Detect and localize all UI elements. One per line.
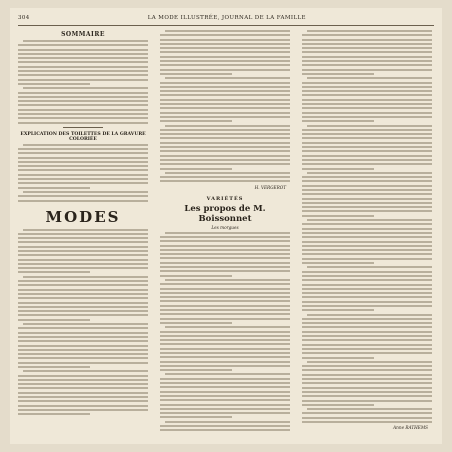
text-line (160, 120, 232, 122)
column-text-right (302, 30, 432, 423)
text-line (160, 86, 290, 88)
text-line (18, 271, 90, 273)
text-line (18, 109, 148, 111)
text-line (160, 305, 290, 307)
text-line (18, 49, 148, 51)
text-line (302, 202, 432, 204)
text-line (302, 275, 432, 277)
text-line (18, 289, 148, 291)
text-line (165, 232, 290, 234)
text-line (302, 241, 432, 243)
text-line (302, 404, 374, 406)
text-line (160, 60, 290, 62)
text-line (18, 100, 148, 102)
text-line (302, 60, 432, 62)
essay-title: Les propos de M. Boissonnet (184, 203, 266, 224)
text-line (302, 417, 432, 419)
text-line (160, 180, 290, 182)
text-line (160, 318, 290, 320)
text-line (18, 57, 148, 59)
text-line (165, 279, 290, 281)
text-line (18, 117, 148, 119)
text-line (18, 66, 148, 68)
column-middle (160, 30, 290, 432)
text-line (302, 374, 432, 376)
text-line (160, 369, 232, 371)
text-line (302, 47, 432, 49)
text-line (307, 219, 432, 221)
text-line (18, 61, 148, 63)
text-line (18, 293, 148, 295)
text-line (18, 157, 148, 159)
text-line (302, 69, 432, 71)
text-line (160, 116, 290, 118)
text-line (18, 396, 148, 398)
text-line (18, 169, 148, 171)
text-line (302, 253, 432, 255)
text-line (307, 125, 432, 127)
text-line (18, 83, 90, 85)
text-line (18, 200, 148, 202)
text-line (302, 369, 432, 371)
text-line (302, 228, 432, 230)
text-line (160, 292, 290, 294)
text-line (18, 297, 148, 299)
text-line (302, 51, 432, 53)
text-line (307, 30, 432, 32)
text-line (160, 283, 290, 285)
text-line (302, 301, 432, 303)
text-line (302, 82, 432, 84)
text-line (160, 47, 290, 49)
column-left (18, 30, 148, 432)
text-line (160, 236, 290, 238)
text-line (160, 69, 290, 71)
text-line (307, 266, 432, 268)
text-line (18, 113, 148, 115)
text-line (160, 343, 290, 345)
text-line (302, 215, 374, 217)
text-line (160, 159, 290, 161)
text-line (18, 280, 148, 282)
modes-title: MODES (45, 207, 121, 226)
text-line (302, 284, 432, 286)
text-line (18, 405, 148, 407)
text-line (160, 266, 290, 268)
text-line (23, 40, 148, 42)
text-line (18, 387, 148, 389)
divider (63, 127, 103, 128)
text-line (302, 245, 432, 247)
text-line (160, 133, 290, 135)
text-line (18, 104, 148, 106)
text-line (302, 288, 432, 290)
text-line (160, 257, 290, 259)
text-line (160, 399, 290, 401)
text-line (302, 387, 432, 389)
text-line (160, 378, 290, 380)
text-line (18, 152, 148, 154)
text-line (18, 340, 148, 342)
text-line (302, 64, 432, 66)
text-line (302, 348, 432, 350)
text-line (160, 300, 290, 302)
text-line (160, 322, 232, 324)
text-line (160, 107, 290, 109)
text-line (302, 99, 432, 101)
text-line (302, 73, 374, 75)
text-line (160, 339, 290, 341)
text-line (18, 92, 148, 94)
text-line (18, 409, 148, 411)
text-line (302, 189, 432, 191)
text-line (18, 70, 148, 72)
text-line (302, 137, 432, 139)
text-line (18, 302, 148, 304)
text-line (160, 288, 290, 290)
text-line (18, 53, 148, 55)
text-line (18, 250, 148, 252)
text-line (302, 249, 432, 251)
text-line (160, 253, 290, 255)
text-line (18, 413, 90, 415)
toilettes-text (18, 144, 148, 202)
text-line (165, 172, 290, 174)
text-line (302, 155, 432, 157)
text-line (160, 146, 290, 148)
text-line (160, 356, 290, 358)
text-line (160, 309, 290, 311)
signature-middle: H. VERGEROT (254, 184, 286, 190)
text-line (302, 412, 432, 414)
text-line (160, 313, 290, 315)
text-line (165, 125, 290, 127)
text-line (302, 305, 432, 307)
text-line (18, 379, 148, 381)
text-line (18, 366, 90, 368)
text-line (302, 150, 432, 152)
text-line (302, 56, 432, 58)
text-line (307, 361, 432, 363)
text-line (160, 335, 290, 337)
text-line (302, 335, 432, 337)
text-line (160, 296, 290, 298)
text-line (18, 246, 148, 248)
document-page (10, 8, 442, 444)
text-line (18, 345, 148, 347)
text-line (302, 352, 432, 354)
text-line (160, 99, 290, 101)
text-line (160, 163, 290, 165)
text-line (160, 382, 290, 384)
text-line (18, 195, 148, 197)
text-line (18, 314, 148, 316)
column-text-top (160, 30, 290, 182)
text-line (302, 43, 432, 45)
text-line (302, 339, 432, 341)
text-line (160, 56, 290, 58)
text-line (18, 165, 148, 167)
page-header (18, 12, 434, 24)
text-line (160, 391, 290, 393)
text-line (160, 112, 290, 114)
essay-text (160, 232, 290, 432)
text-line (18, 357, 148, 359)
text-line (302, 296, 432, 298)
text-line (18, 267, 148, 269)
text-line (160, 408, 290, 410)
text-line (160, 365, 290, 367)
text-line (160, 240, 290, 242)
text-line (302, 116, 432, 118)
text-line (160, 416, 232, 418)
header-rule (18, 25, 434, 26)
text-line (302, 309, 374, 311)
text-line (302, 94, 432, 96)
text-line (160, 262, 290, 264)
text-line (302, 236, 432, 238)
text-line (18, 122, 148, 124)
text-line (160, 395, 290, 397)
text-line (18, 237, 148, 239)
text-line (18, 148, 148, 150)
text-line (160, 90, 290, 92)
text-line (18, 96, 148, 98)
text-line (302, 258, 432, 260)
text-line (302, 180, 432, 182)
varietes-heading: VARIÉTÉS (206, 195, 244, 202)
text-line (302, 133, 432, 135)
text-line (302, 318, 432, 320)
text-line (302, 262, 374, 264)
text-line (18, 383, 148, 385)
text-line (302, 129, 432, 131)
column-right (302, 30, 432, 432)
text-line (18, 79, 148, 81)
text-line (302, 159, 432, 161)
text-line (302, 210, 432, 212)
text-line (302, 39, 432, 41)
text-line (18, 44, 148, 46)
text-line (302, 112, 432, 114)
text-line (18, 161, 148, 163)
text-line (18, 182, 148, 184)
text-line (160, 73, 232, 75)
text-line (160, 82, 290, 84)
modes-text (18, 229, 148, 416)
text-line (18, 349, 148, 351)
text-line (160, 137, 290, 139)
text-line (18, 74, 148, 76)
text-line (302, 382, 432, 384)
text-line (160, 348, 290, 350)
sommaire-text (18, 40, 148, 124)
text-line (302, 400, 432, 402)
text-line (302, 357, 374, 359)
text-line (18, 392, 148, 394)
text-line (302, 331, 432, 333)
text-line (160, 34, 290, 36)
text-line (18, 375, 148, 377)
text-line (302, 86, 432, 88)
text-line (165, 373, 290, 375)
text-line (307, 172, 432, 174)
text-line (302, 232, 432, 234)
essay-subtitle: Les morgues (211, 224, 239, 230)
text-line (165, 421, 290, 423)
text-line (165, 30, 290, 32)
signature-right: Anne RATHEMS (393, 425, 428, 431)
text-line (302, 271, 432, 273)
text-line (302, 103, 432, 105)
text-line (302, 34, 432, 36)
text-line (302, 206, 432, 208)
text-line (160, 64, 290, 66)
text-line (18, 362, 148, 364)
text-line (18, 284, 148, 286)
text-line (23, 323, 148, 325)
text-line (160, 245, 290, 247)
text-line (302, 292, 432, 294)
text-line (302, 395, 432, 397)
text-line (160, 275, 232, 277)
text-line (18, 336, 148, 338)
text-line (302, 90, 432, 92)
text-line (23, 276, 148, 278)
text-line (160, 386, 290, 388)
text-line (23, 370, 148, 372)
text-line (160, 129, 290, 131)
text-line (160, 39, 290, 41)
text-line (18, 400, 148, 402)
text-line (307, 314, 432, 316)
text-line (302, 142, 432, 144)
text-line (160, 176, 290, 178)
text-line (160, 361, 290, 363)
text-line (302, 193, 432, 195)
text-line (23, 87, 148, 89)
text-line (302, 168, 374, 170)
text-line (160, 155, 290, 157)
text-line (160, 142, 290, 144)
text-line (18, 254, 148, 256)
text-line (302, 223, 432, 225)
text-line (18, 263, 148, 265)
text-line (302, 279, 432, 281)
text-line (302, 185, 432, 187)
text-line (18, 332, 148, 334)
text-line (302, 322, 432, 324)
text-line (160, 94, 290, 96)
text-line (160, 168, 232, 170)
text-line (160, 249, 290, 251)
toilettes-heading: EXPLICATION DES TOILETTES DE LA GRAVURE COLORIÉE (20, 131, 146, 142)
text-line (160, 150, 290, 152)
text-line (302, 163, 432, 165)
text-line (18, 319, 90, 321)
text-line (160, 43, 290, 45)
text-line (307, 77, 432, 79)
text-line (302, 120, 374, 122)
text-line (160, 103, 290, 105)
text-line (18, 353, 148, 355)
text-line (302, 176, 432, 178)
text-line (302, 326, 432, 328)
text-line (18, 327, 148, 329)
text-line (302, 391, 432, 393)
text-line (23, 229, 148, 231)
text-line (302, 146, 432, 148)
text-line (18, 187, 90, 189)
text-line (165, 77, 290, 79)
text-line (18, 178, 148, 180)
text-line (160, 331, 290, 333)
text-line (160, 429, 290, 431)
text-line (165, 326, 290, 328)
text-line (18, 310, 148, 312)
text-line (18, 233, 148, 235)
text-line (23, 144, 148, 146)
page-number: 304 (18, 15, 30, 21)
text-line (18, 174, 148, 176)
text-line (302, 378, 432, 380)
text-line (18, 259, 148, 261)
text-line (302, 198, 432, 200)
text-line (160, 404, 290, 406)
text-line (302, 421, 432, 423)
text-line (160, 51, 290, 53)
text-line (18, 306, 148, 308)
text-line (302, 344, 432, 346)
text-line (160, 352, 290, 354)
text-line (307, 408, 432, 410)
text-line (18, 241, 148, 243)
text-line (160, 425, 290, 427)
journal-title: LA MODE ILLUSTRÉE, JOURNAL DE LA FAMILLE (147, 15, 306, 21)
text-line (23, 191, 148, 193)
text-line (160, 412, 290, 414)
text-line (302, 365, 432, 367)
text-line (302, 107, 432, 109)
text-line (160, 270, 290, 272)
sommaire-heading: SOMMAIRE (61, 31, 105, 38)
